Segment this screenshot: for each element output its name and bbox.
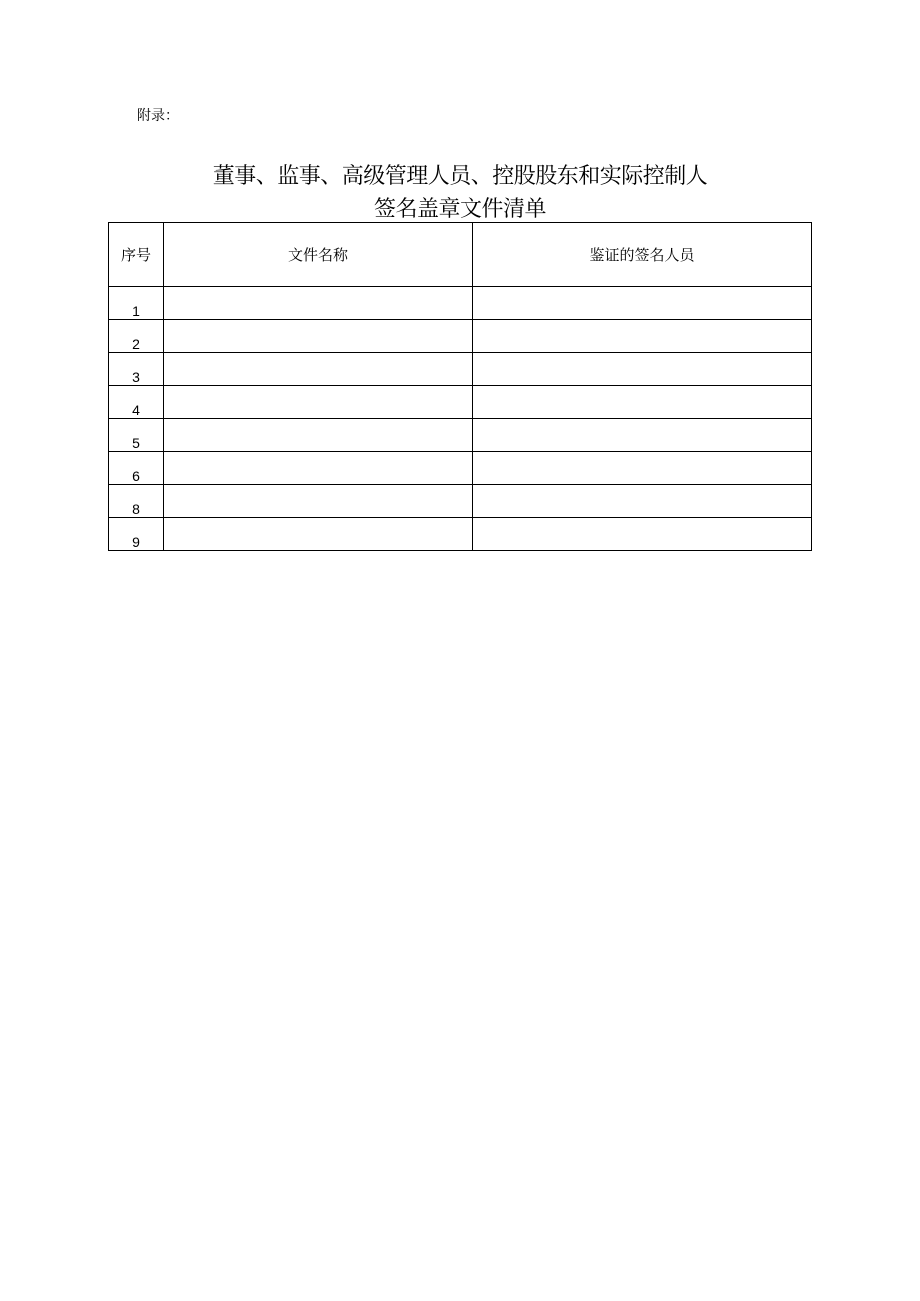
row-file-name[interactable]: [164, 419, 473, 452]
row-file-name[interactable]: [164, 518, 473, 551]
row-signers[interactable]: [473, 386, 812, 419]
signature-document-table: [108, 222, 812, 551]
table-row: [109, 353, 812, 386]
row-seq: 8: [109, 485, 164, 518]
row-signers[interactable]: [473, 485, 812, 518]
table-row: [109, 386, 812, 419]
row-signers[interactable]: [473, 353, 812, 386]
row-signers[interactable]: [473, 452, 812, 485]
row-seq: 3: [109, 353, 164, 386]
row-signers[interactable]: [473, 518, 812, 551]
table-row: [109, 518, 812, 551]
row-seq: 9: [109, 518, 164, 551]
row-seq: 1: [109, 287, 164, 320]
table-row: [109, 419, 812, 452]
row-file-name[interactable]: [164, 320, 473, 353]
row-file-name[interactable]: [164, 386, 473, 419]
row-file-name[interactable]: [164, 353, 473, 386]
table-row: [109, 287, 812, 320]
row-signers[interactable]: [473, 320, 812, 353]
row-file-name[interactable]: [164, 452, 473, 485]
table-row: [109, 320, 812, 353]
document-title-line-1: 董事、监事、高级管理人员、控股股东和实际控制人: [212, 164, 708, 189]
row-signers[interactable]: [473, 419, 812, 452]
row-file-name[interactable]: [164, 485, 473, 518]
row-seq: 6: [109, 452, 164, 485]
row-seq: 5: [109, 419, 164, 452]
row-signers[interactable]: [473, 287, 812, 320]
document-title-line-2: 签名盖章文件清单: [373, 197, 546, 222]
table-header-row: [109, 223, 812, 287]
header-seq: 序号: [109, 223, 164, 287]
header-file-name: 文件名称: [164, 223, 473, 287]
row-seq: 4: [109, 386, 164, 419]
header-signers: 鉴证的签名人员: [473, 223, 812, 287]
table-row: [109, 485, 812, 518]
row-seq: 2: [109, 320, 164, 353]
row-file-name[interactable]: [164, 287, 473, 320]
appendix-label: 附录：: [137, 108, 179, 124]
table-row: [109, 452, 812, 485]
